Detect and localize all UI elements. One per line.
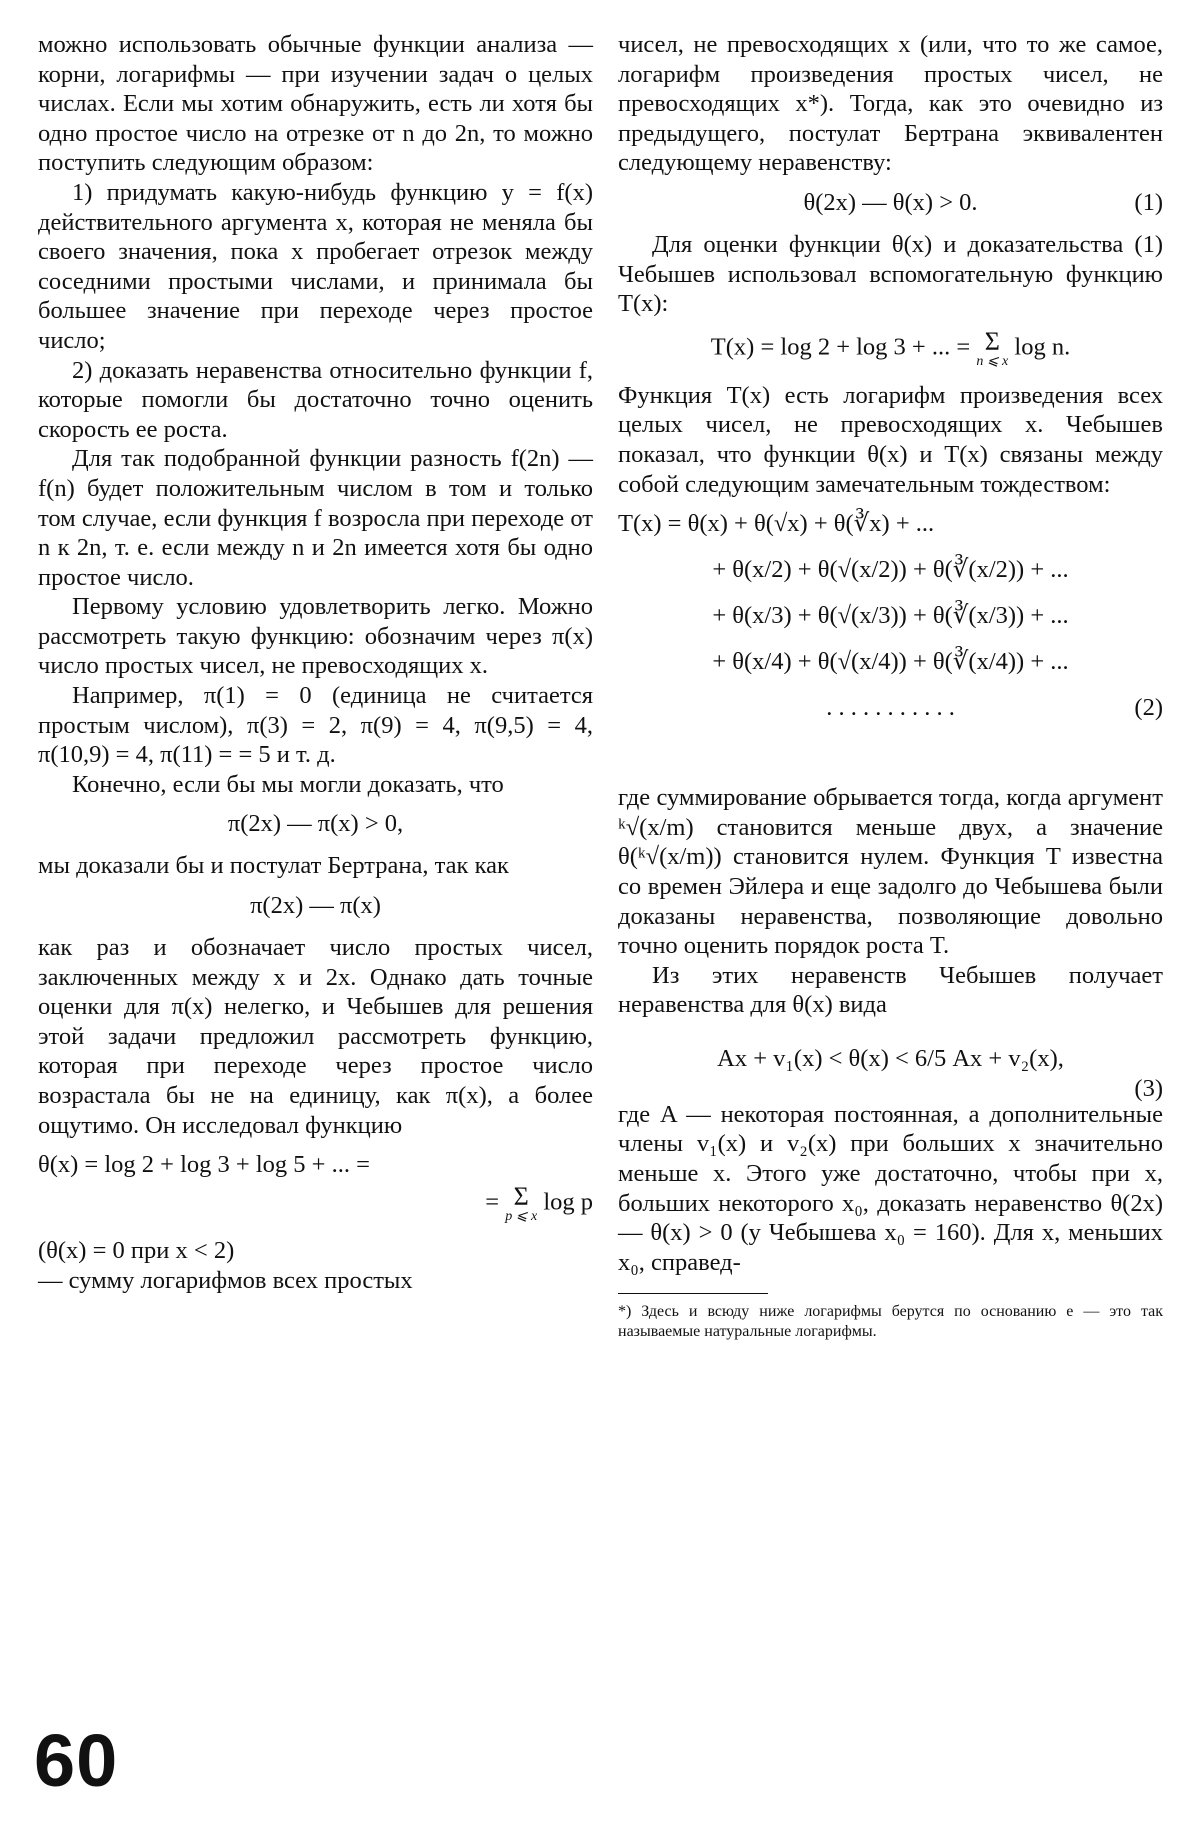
left-paragraph-1: можно использовать обычные функции анализа — корни, логарифмы — при изучении задач о целых числах. Если мы хотим обнаружить, есть ли хотя бы одно простое число на отрезке от n до 2n, то можно поступить следующим образом: bbox=[38, 31, 593, 177]
formula-T-body: T(x) = log 2 + log 3 + ... = bbox=[710, 333, 971, 361]
formula-theta-sum-eq: = bbox=[485, 1188, 500, 1216]
sum-subscript: n ⩽ x bbox=[976, 353, 1009, 369]
identity-line-1: T(x) = θ(x) + θ(√x) + θ(∛x) + ... bbox=[618, 510, 935, 538]
formula-1-body: θ(2x) — θ(x) > 0. bbox=[803, 188, 978, 216]
identity-line-5 bbox=[618, 693, 1163, 723]
identity-line-3: + θ(x/3) + θ(√(x/3)) + θ(∛(x/3)) + ... bbox=[712, 602, 1069, 630]
formula-theta-sum bbox=[38, 1184, 593, 1224]
left-paragraph-5: Конечно, если бы мы могли доказать, что bbox=[72, 770, 504, 798]
right-paragraph-3: Функция T(x) есть логарифм произведения всех целых чисел, не превосходящих x. Чебышев показал, что функции θ(x) и T(x) связаны между собой следующим замечательным тождеством: bbox=[618, 381, 1163, 498]
sum-symbol: Σ bbox=[984, 326, 1000, 356]
left-paragraph-9: — сумму логарифмов всех простых bbox=[38, 1266, 413, 1294]
left-list-item-2: 2) доказать неравенства относительно функции f, которые помогли бы достаточно точно оценить скорость ее роста. bbox=[38, 356, 593, 443]
equation-number-2: (2) bbox=[1134, 694, 1163, 722]
sum-symbol: Σ bbox=[513, 1182, 529, 1212]
sum-subscript: p ⩽ x bbox=[505, 1209, 538, 1225]
formula-theta-definition: θ(x) = log 2 + log 3 + log 5 + ... = bbox=[38, 1151, 370, 1179]
formula-T-definition bbox=[618, 326, 1163, 369]
sum-sign bbox=[976, 326, 1009, 369]
left-column bbox=[38, 30, 593, 1295]
right-column bbox=[618, 30, 1163, 1342]
formula-T-term: log n. bbox=[1014, 333, 1071, 361]
left-paragraph-3: Первому условию удовлетворить легко. Можно рассмотреть такую функцию: обозначим через π(x) число простых чисел, не превосходящих x. bbox=[38, 593, 593, 680]
page-number: 60 bbox=[34, 1719, 119, 1802]
right-paragraph-1: чисел, не превосходящих x (или, что то же самое, логарифм произведения простых чисел, не превосходящих x*). Тогда, как это очевидно из предыдущего, постулат Бертрана эквивалентен следующему неравенству: bbox=[618, 31, 1163, 177]
formula-3 bbox=[618, 1044, 1163, 1102]
left-paragraph-8: (θ(x) = 0 при x < 2) bbox=[38, 1237, 235, 1265]
left-paragraph-6: мы доказали бы и постулат Бертрана, так как bbox=[38, 852, 509, 880]
footnote: *) Здесь и всюду ниже логарифмы берутся по основанию e — это так называемые натуральные логарифмы. bbox=[618, 1303, 1163, 1341]
formula-theta-sum-term: log p bbox=[543, 1188, 593, 1216]
left-list-item-1: 1) придумать какую-нибудь функцию y = f(x) действительного аргумента x, которая не меняла бы своего значения, пока x пробегает отрезок между соседними простыми числами, и принимала бы большее значение при переходе через простое число; bbox=[38, 178, 593, 354]
identity-line-2: + θ(x/2) + θ(√(x/2)) + θ(∛(x/2)) + ... bbox=[712, 556, 1069, 584]
sum-sign bbox=[505, 1184, 537, 1224]
footnote-divider bbox=[618, 1293, 768, 1294]
left-paragraph-4: Например, π(1) = 0 (единица не считается простым числом), π(3) = 2, π(9) = 4, π(9,5) = 4, π(10,9) = 4, π(11) = = 5 и т. д. bbox=[38, 682, 593, 769]
formula-pi-difference: π(2x) — π(x) bbox=[250, 892, 381, 920]
left-paragraph-2: Для так подобранной функции разность f(2n) — f(n) будет положительным числом в том и только том случае, если функция f возросла при переходе от n к 2n, т. е. если между n и 2n имеется хотя бы одно простое число. bbox=[38, 445, 593, 591]
formula-3-body: Ax + v₁(x) < θ(x) < 6/5 Ax + v₂(x), bbox=[717, 1044, 1064, 1072]
equation-number-3: (3) bbox=[1134, 1074, 1163, 1102]
right-paragraph-6: где A — некоторая постоянная, а дополнительные члены v₁(x) и v₂(x) при больших x значительно меньше x. Этого уже достаточно, чтобы при x, больших некоторого x₀, доказать неравенство θ(2x) — θ(x) > 0 (у Чебышева x₀ = 160). Для x, меньших x₀, справед- bbox=[618, 1100, 1163, 1276]
left-paragraph-7: как раз и обозначает число простых чисел, заключенных между x и 2x. Однако дать точные оценки для π(x) нелегко, и Чебышев для решения этой задачи предложил рассмотреть функцию, которая при переходе через простое число возрастала бы не на единицу, как π(x), а более ощутимо. Он исследовал функцию bbox=[38, 934, 593, 1139]
identity-line-4: + θ(x/4) + θ(√(x/4)) + θ(∛(x/4)) + ... bbox=[712, 648, 1069, 676]
formula-pi-inequality: π(2x) — π(x) > 0, bbox=[227, 810, 404, 838]
right-paragraph-4: где суммирование обрывается тогда, когда аргумент ᵏ√(x/m) становится меньше двух, а значение θ(ᵏ√(x/m)) становится нулем. Функция T известна со времен Эйлера и еще задолго до Чебышева были доказаны неравенства, позволяющие довольно точно оценить порядок роста T. bbox=[618, 784, 1163, 960]
identity-dots: . . . . . . . . . . . bbox=[826, 694, 955, 722]
equation-number-1: (1) bbox=[1134, 188, 1163, 216]
formula-1 bbox=[618, 188, 1163, 218]
right-paragraph-5: Из этих неравенств Чебышев получает неравенства для θ(x) вида bbox=[618, 961, 1163, 1019]
right-paragraph-2: Для оценки функции θ(x) и доказательства (1) Чебышев использовал вспомогательную функцию T(x): bbox=[618, 230, 1163, 318]
